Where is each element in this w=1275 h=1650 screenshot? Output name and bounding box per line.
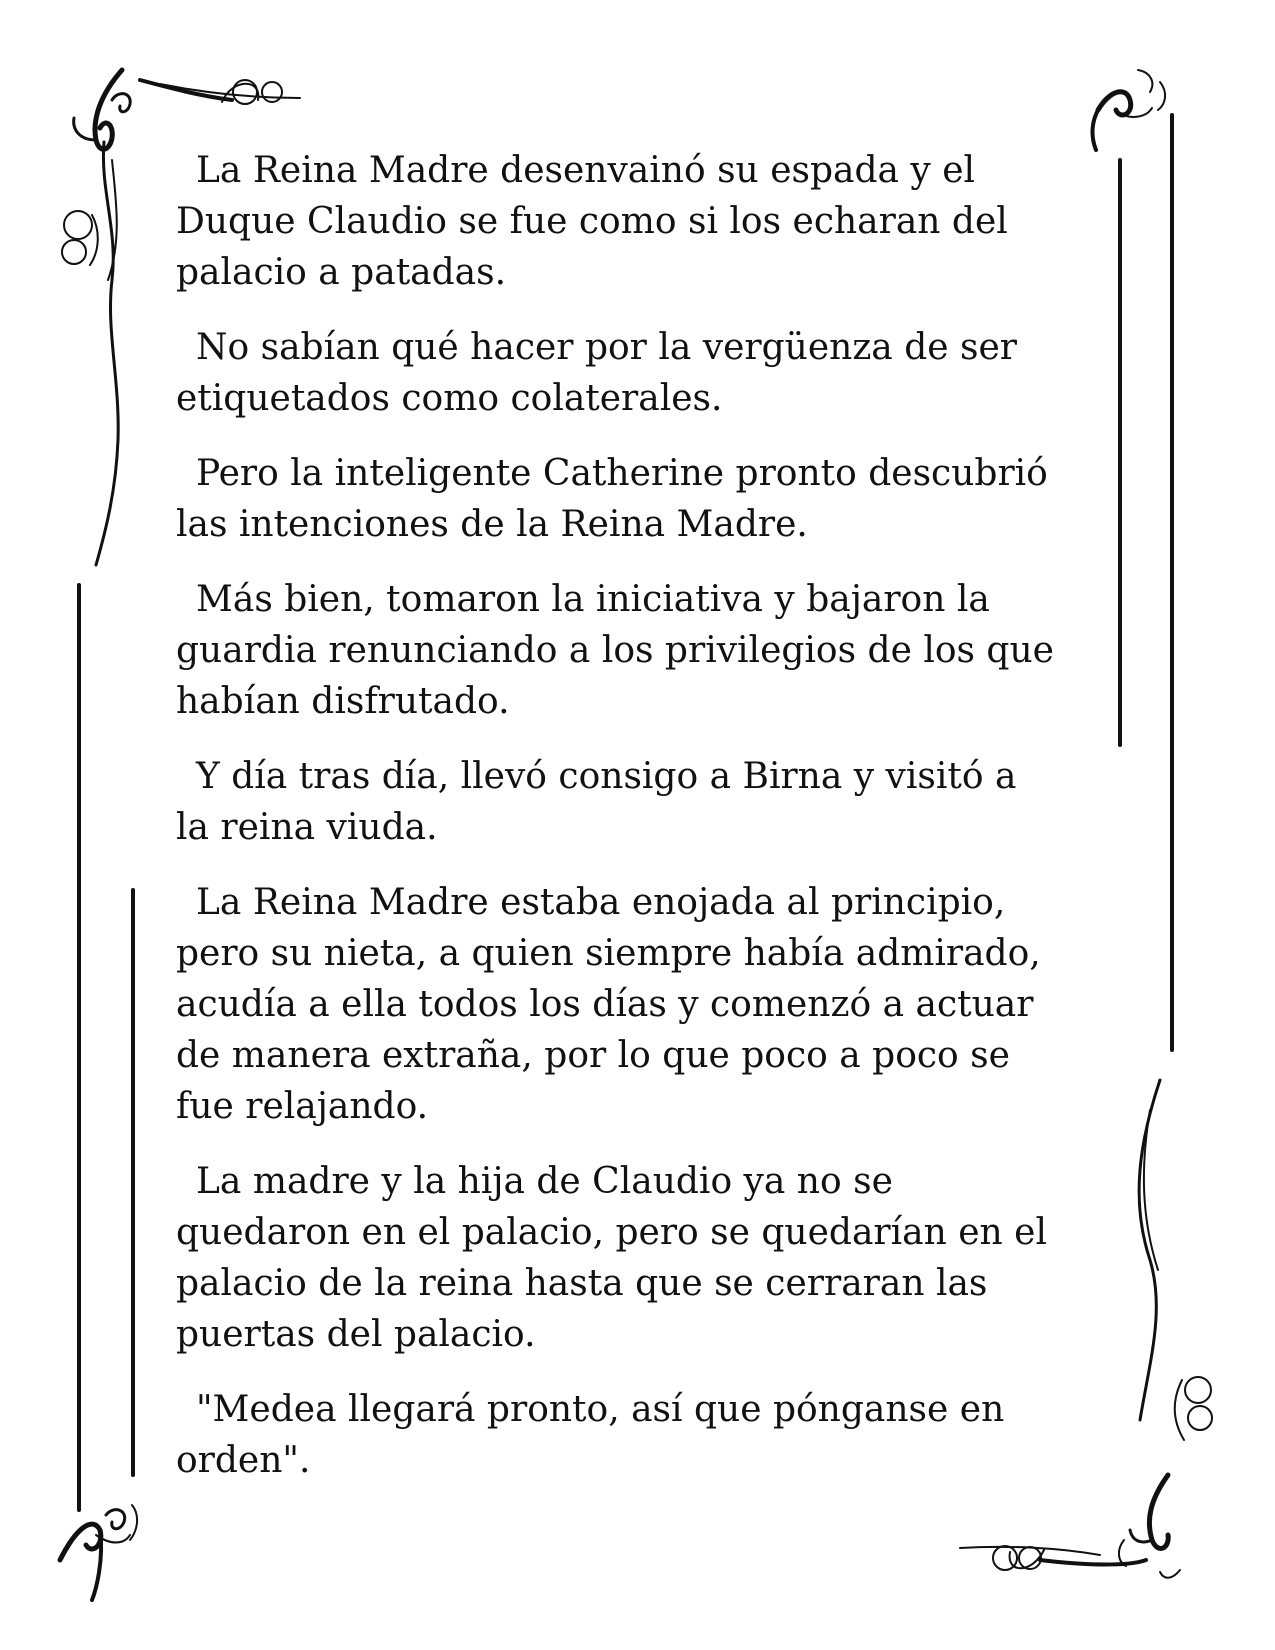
paragraph: Más bien, tomaron la iniciativa y bajaron la guardia renunciando a los privilegios de los que habían disfrutado. xyxy=(176,579,1054,722)
paragraph: Y día tras día, llevó consigo a Birna y visitó a la reina viuda. xyxy=(176,756,1017,848)
bottom-left-flourish-ornament xyxy=(60,1505,137,1600)
story-text xyxy=(176,145,1116,1510)
paragraph: No sabían qué hacer por la vergüenza de ser etiquetados como colaterales. xyxy=(176,327,1017,419)
paragraph: "Medea llegará pronto, así que pónganse en orden". xyxy=(176,1389,1005,1481)
paragraph: La Reina Madre estaba enojada al principio, pero su nieta, a quien siempre había admirado, acudía a ella todos los días y comenzó a actuar de manera extraña, por lo que poco a poco se fue relajando. xyxy=(176,882,1041,1127)
top-right-flourish-ornament xyxy=(1093,70,1166,150)
paragraph: La madre y la hija de Claudio ya no se quedaron en el palacio, pero se quedarían en el palacio de la reina hasta que se cerraran las puertas del palacio. xyxy=(176,1161,1047,1355)
paragraph: La Reina Madre desenvainó su espada y el Duque Claudio se fue como si los echaran del palacio a patadas. xyxy=(176,150,1008,293)
paragraph: Pero la inteligente Catherine pronto descubrió las intenciones de la Reina Madre. xyxy=(176,453,1048,545)
